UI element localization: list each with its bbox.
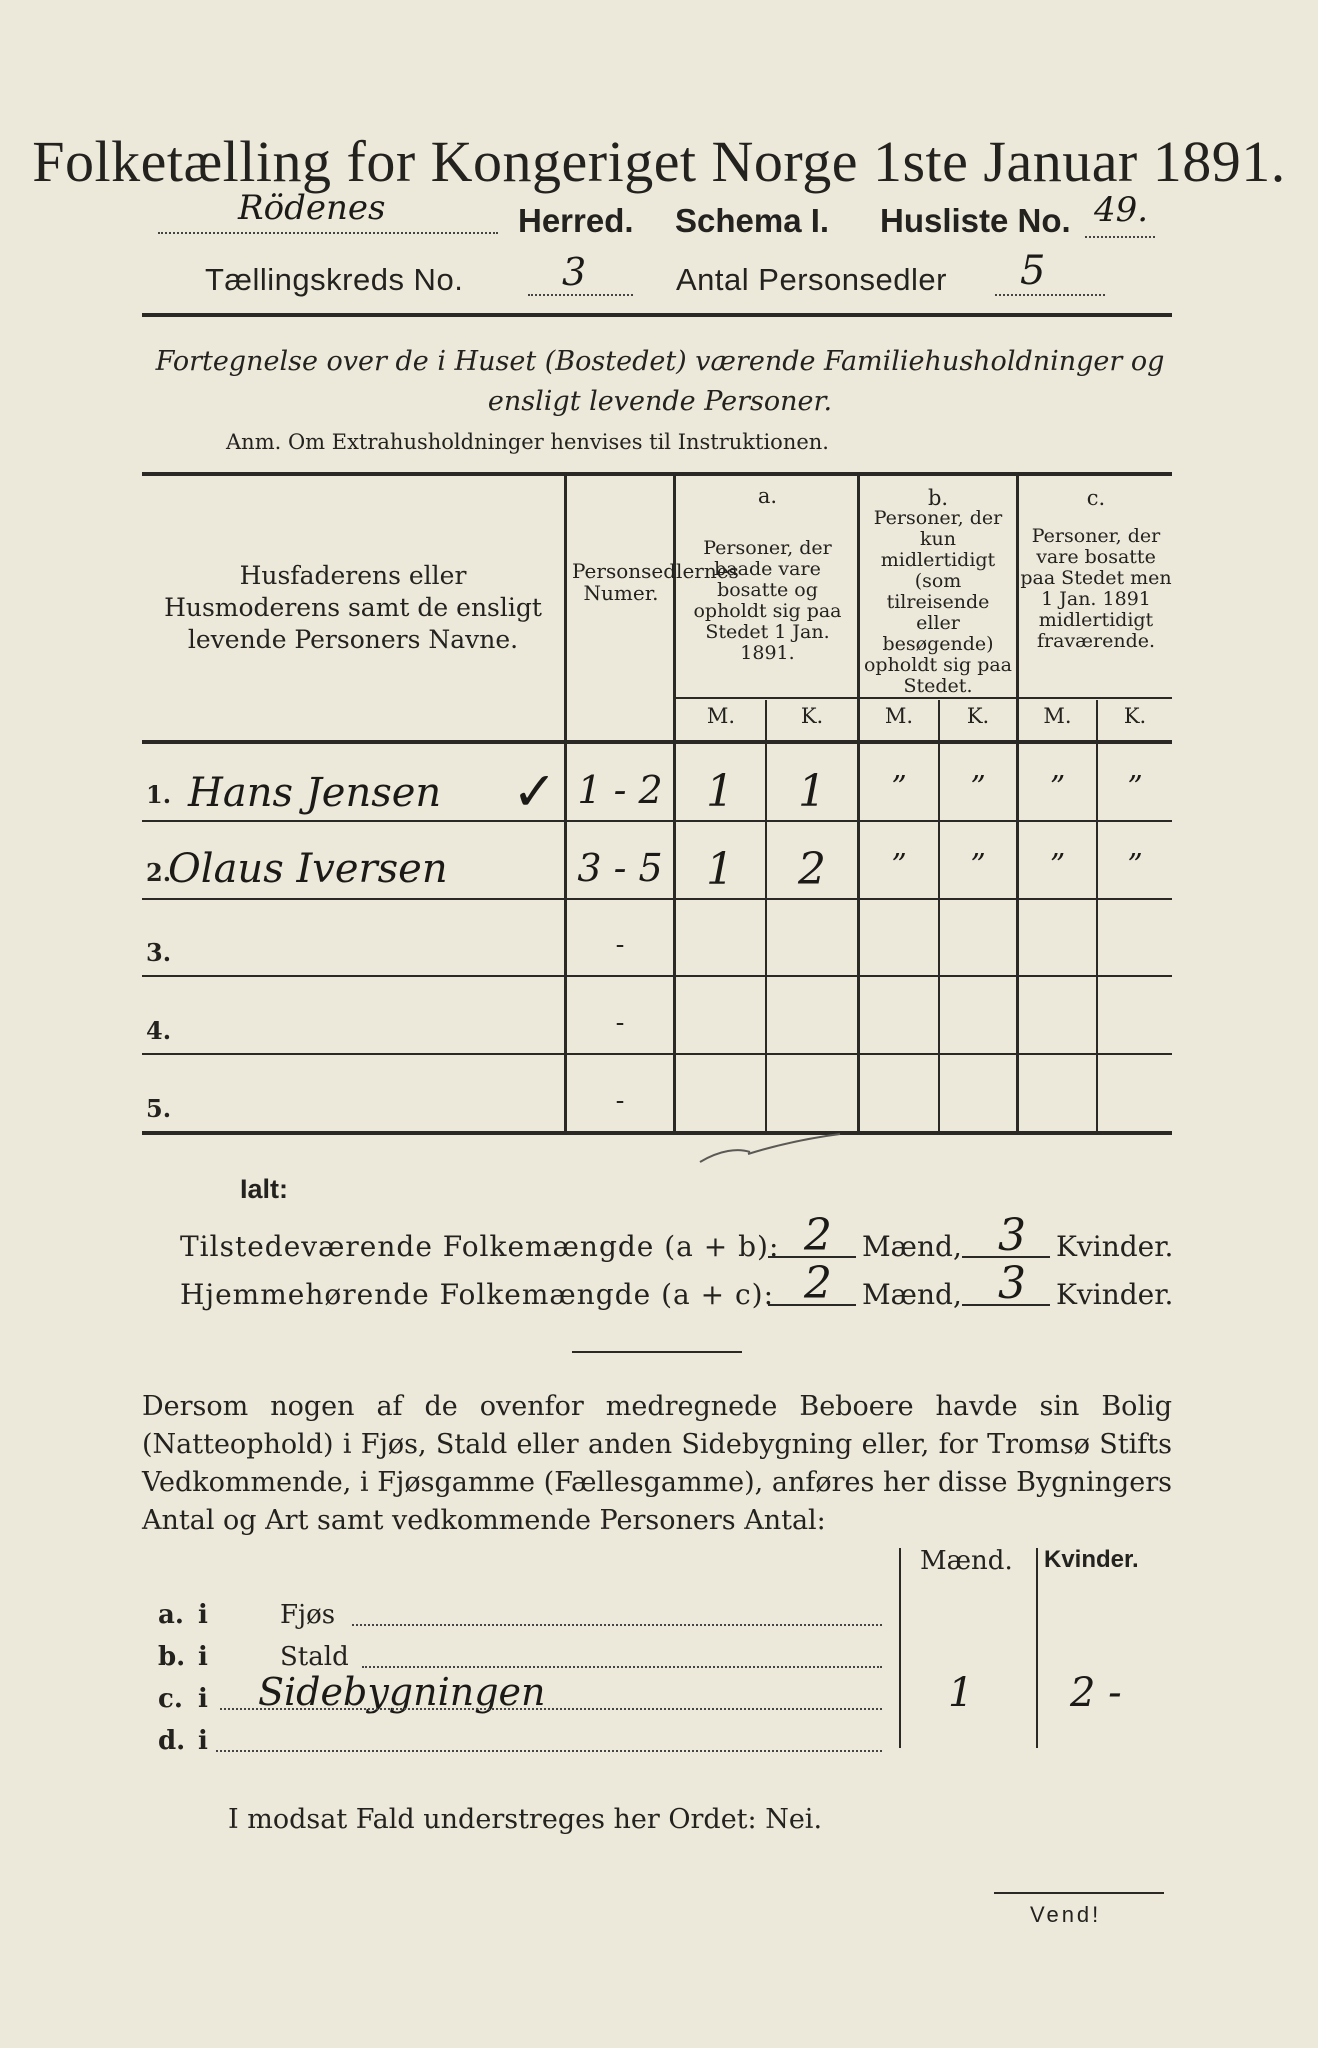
item-letter: d. bbox=[158, 1726, 186, 1756]
row-b-m: ” bbox=[891, 848, 907, 883]
kreds-value: 3 bbox=[562, 250, 587, 294]
a-k-label: K. bbox=[800, 704, 824, 728]
col-divider-c-mk bbox=[1096, 700, 1098, 1131]
ialt-label: Ialt: bbox=[240, 1174, 289, 1204]
mk-divider bbox=[676, 697, 1172, 699]
husliste-label: Husliste No. bbox=[880, 202, 1071, 239]
row-b-k: ” bbox=[970, 770, 986, 805]
row-number: 5. bbox=[146, 1094, 172, 1123]
group-a-text: Personer, der baade vare bosatte og opholdt sig paa Stedet 1 Jan. 1891. bbox=[693, 537, 842, 664]
herred-label: Herred. bbox=[518, 202, 634, 239]
row-separator bbox=[142, 898, 1172, 900]
item-prep: i bbox=[198, 1726, 208, 1756]
item-prep: i bbox=[198, 1684, 208, 1714]
item-prep: i bbox=[198, 1600, 208, 1630]
buildings-col-divider bbox=[899, 1548, 901, 1748]
nei-line: I modsat Fald understreges her Ordet: Nei. bbox=[228, 1804, 823, 1835]
col-divider-name bbox=[564, 476, 567, 1131]
item-kvinder-value: 2 - bbox=[1070, 1670, 1122, 1716]
group-c-letter: c. bbox=[1086, 486, 1106, 510]
col-divider-a-mk bbox=[765, 700, 767, 1131]
row-a-k: 1 bbox=[798, 766, 826, 817]
row-number: 1. bbox=[146, 780, 172, 809]
buildings-maend-header: Mænd. bbox=[920, 1546, 1013, 1576]
hjemme-label: Hjemmehørende Folkemængde (a + c): bbox=[180, 1278, 774, 1311]
row-a-m: 1 bbox=[706, 844, 734, 895]
item-label: Sidebygningen bbox=[258, 1670, 546, 1714]
herred-value: Rödenes bbox=[238, 188, 386, 228]
row-c-k: ” bbox=[1127, 848, 1143, 883]
personsedler-dotted-line bbox=[995, 294, 1105, 296]
maend-label: Mænd, bbox=[862, 1278, 962, 1311]
item-dotted-line bbox=[362, 1666, 882, 1668]
item-dotted-line bbox=[216, 1750, 882, 1752]
c-m-label: M. bbox=[1043, 704, 1072, 728]
pencil-scribble-mark bbox=[690, 1128, 850, 1168]
schema-label: Schema I. bbox=[675, 202, 830, 239]
item-letter: b. bbox=[158, 1642, 186, 1672]
row-number: 2. bbox=[146, 858, 172, 887]
group-b-letter: b. bbox=[927, 486, 949, 510]
row-separator bbox=[142, 1053, 1172, 1055]
a-m-label: M. bbox=[706, 704, 736, 728]
row-sedler: - bbox=[615, 1008, 625, 1038]
b-k-label: K. bbox=[966, 704, 990, 728]
row-c-m: ” bbox=[1049, 848, 1066, 883]
item-dotted-line bbox=[220, 1708, 882, 1710]
annotation-note: Anm. Om Extrahusholdninger henvises til Instruktionen. bbox=[226, 430, 829, 454]
col-name-header: Husfaderens eller Husmoderens samt de ensligt levende Personers Navne. bbox=[164, 561, 542, 654]
c-k-label: K. bbox=[1123, 704, 1147, 728]
kvinder-label: Kvinder. bbox=[1056, 1278, 1174, 1311]
herred-dotted-line bbox=[158, 232, 498, 234]
kvinder-label: Kvinder. bbox=[1056, 1230, 1174, 1263]
kreds-dotted-line bbox=[528, 294, 633, 296]
maend-label: Mænd, bbox=[862, 1230, 962, 1263]
form-subtitle: Fortegnelse over de i Huset (Bostedet) værende Familiehusholdninger og ensligt levende Personer. bbox=[155, 346, 1165, 417]
col-divider-b-mk bbox=[938, 700, 940, 1131]
tilstede-kvinder-value: 3 bbox=[998, 1210, 1026, 1261]
item-dotted-line bbox=[352, 1624, 882, 1626]
hjemme-kvinder-value: 3 bbox=[998, 1258, 1026, 1309]
row-b-m: ” bbox=[891, 770, 907, 805]
buildings-col-divider bbox=[1036, 1548, 1038, 1748]
row-separator bbox=[142, 975, 1172, 977]
tilstede-label: Tilstedeværende Folkemængde (a + b): bbox=[180, 1230, 780, 1263]
header-rule bbox=[142, 313, 1172, 317]
vend-label: Vend! bbox=[1030, 1902, 1102, 1927]
personsedler-value: 5 bbox=[1020, 248, 1046, 294]
item-label: Fjøs bbox=[280, 1600, 336, 1630]
checkmark-icon: ✓ bbox=[512, 760, 558, 823]
buildings-kvinder-header: Kvinder. bbox=[1044, 1546, 1139, 1573]
row-sedler: - bbox=[615, 1086, 625, 1116]
row-c-m: ” bbox=[1049, 770, 1066, 805]
row-b-k: ” bbox=[970, 848, 986, 883]
group-b-text: Personer, der kun midlertidigt (som tilreisende eller besøgende) opholdt sig paa Stedet. bbox=[863, 507, 1013, 697]
item-maend-value: 1 bbox=[948, 1670, 974, 1716]
row-number: 3. bbox=[146, 938, 172, 967]
table-bottom-rule bbox=[142, 1131, 1172, 1135]
row-name: Hans Jensen bbox=[188, 770, 442, 816]
item-letter: a. bbox=[158, 1600, 184, 1630]
row-a-m: 1 bbox=[706, 766, 734, 817]
row-sedler: - bbox=[615, 930, 625, 960]
husliste-value: 49. bbox=[1094, 190, 1149, 230]
col-num-header: Personsedlernes Numer. bbox=[572, 559, 739, 605]
section-divider bbox=[572, 1351, 742, 1353]
item-letter: c. bbox=[158, 1684, 183, 1714]
buildings-paragraph: Dersom nogen af de ovenfor medregnede Beboere havde sin Bolig (Natteophold) i Fjøs, Stald eller anden Sidebygning eller, for Tromsø Stifts Vedkommende, i Fjøsgamme (Fællesgamme), anføres her disse Bygningers Antal og Art samt vedkommende Personers Antal: bbox=[142, 1391, 1172, 1536]
hjemme-maend-value: 2 bbox=[804, 1258, 832, 1309]
husliste-dotted-line bbox=[1085, 236, 1155, 238]
kreds-label: Tællingskreds No. bbox=[205, 262, 464, 297]
row-sedler: 1 - 2 bbox=[577, 768, 663, 812]
group-a-letter: a. bbox=[757, 484, 778, 508]
row-number: 4. bbox=[146, 1016, 172, 1045]
row-c-k: ” bbox=[1127, 770, 1143, 805]
vend-rule bbox=[994, 1892, 1164, 1894]
row-name: Olaus Iversen bbox=[168, 846, 448, 892]
tilstede-maend-value: 2 bbox=[804, 1210, 832, 1261]
row-separator bbox=[142, 820, 1172, 822]
personsedler-label: Antal Personsedler bbox=[676, 262, 947, 297]
row-sedler: 3 - 5 bbox=[577, 846, 663, 890]
item-label: Stald bbox=[280, 1642, 349, 1672]
item-prep: i bbox=[198, 1642, 208, 1672]
form-title: Folketælling for Kongeriget Norge 1ste Januar 1891. bbox=[32, 129, 1286, 194]
row-a-k: 2 bbox=[798, 844, 826, 895]
group-c-text: Personer, der vare bosatte paa Stedet men 1 Jan. 1891 midlertidigt fraværende. bbox=[1020, 525, 1172, 652]
b-m-label: M. bbox=[884, 704, 914, 728]
